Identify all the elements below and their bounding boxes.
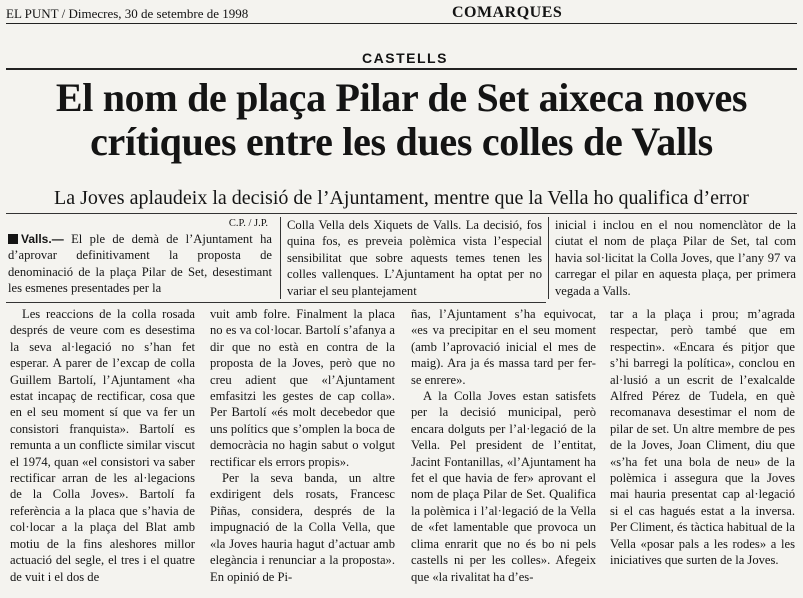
subheadline: La Joves aplaudeix la decisió de l’Ajuntament, mentre que la Vella ho qualifica d’error — [54, 187, 749, 209]
subhead-rule — [6, 213, 797, 214]
masthead-date: EL PUNT / Dimecres, 30 de setembre de 1998 — [6, 6, 249, 21]
paragraph: A la Colla Joves estan satisfets per la decisió municipal, però encara dolguts per l’al·legació de la Vella. Pel president de l’entitat, Jacint Fontanillas, «l’Ajuntament ha fet el que havia de fer» aprovant el nom de plaça Pilar de Set. Qualifica la polèmica i l’al·legació de la Vella de «fet lamentable que provoca un clima enrarit que no és bo ni pels castells ni per les colles». Afegeix que «la rivalitat ha d’es- — [411, 389, 596, 584]
paragraph: tar a la plaça i prou; m’agrada respectar, però també que em respectin». «Encara és pitjor que s’hi barregi la política», conclou en al·lusió a un escrit de l’exalcalde Alfred Pérez de Tudela, en què recomanava desestimar el nom de pilar de set. Un altre membre de pes de la Joves, Joan Climent, diu que «s’ha fet una bola de neu» de la polèmica i assegura que la Joves mai hauria presentat cap al·legació si el cas hagués estat a la inversa. Per Climent, és tàctica habitual de la Vella «posar pals a les rodes» a les iniciatives que surten de la Joves. — [610, 307, 795, 568]
paragraph: Les reaccions de la colla rosada després de veure com es desestima la seva al·legació no s’han fet esperar. A parer de l’excap de colla Guillem Bartolí, l’Ajuntament «ha estat incapaç de rectificar, cosa que en el seu moment sí que va fer un consistori franquista». Bartolí es remunta a un conflicte similar viscut el 1974, quan «el consistori va saber rectificar arran de les al·legacions de la Colla Joves». Bartolí fa referència a la placa que s’havia de col·locar a la plaça del Blat amb motiu de la fins aleshores millor actuació del segle, el tres i el quatre de vuit i el dos de — [10, 307, 195, 584]
paragraph: Per la seva banda, un altre exdirigent dels rosats, Francesc Piñas, considera, després de la impugnació de la Colla Vella, que «la Joves hauria hagut d’actuar amb elegància i renunciar a la proposta». En opinió de Pi- — [210, 471, 395, 584]
lead-box-col-2 — [280, 217, 542, 299]
lead-text-2: Colla Vella dels Xiquets de Valls. La decisió, fos quina fos, es preveia polèmica vista l’especial sensibilitat que sobre aquests temes tenen les colles vallenques. L’Ajuntament ha optat per no variar el seu plantejament — [287, 218, 542, 298]
section-title: COMARQUES — [452, 4, 563, 21]
article-column-1 — [10, 306, 195, 596]
byline: C.P. / J.P. — [228, 218, 268, 229]
lead-text-1: El ple de demà de l’Ajuntament ha d’aprovar definitivament la proposta de denominació de la plaça Pilar de Set, desestimant les esmenes presentades per la — [8, 232, 272, 296]
headline-line-1: El nom de plaça Pilar de Set aixeca noves — [55, 75, 748, 120]
paragraph: vuit amb folre. Finalment la placa no es va col·locar. Bartolí s’afanya a dir que no està en contra de la proposta de la Joves, però que no creu adient que «l’Ajuntament emfasitzi les gestes de cap colla». Per Bartolí «és molt decebedor que uns polítics que s’omplen la boca de democràcia no hagin sabut o volgut rectificar els errors propis». — [210, 307, 395, 469]
article-column-2 — [210, 306, 395, 596]
square-bullet-icon — [8, 234, 18, 244]
lead-place: Valls.— — [21, 232, 64, 246]
section-tag: CASTELLS — [362, 50, 448, 66]
headline — [0, 76, 803, 164]
lead-box-col-3 — [548, 217, 796, 299]
lead-box-col-1 — [8, 217, 272, 299]
lead-text-3: inicial i inclou en el nou nomenclàtor de la ciutat el nom de plaça Pilar de Set, tal com havia sol·licitat la Colla Joves, que l’any 97 va carregar el pilar en aquesta plaça, per primera vegada a Valls. — [555, 218, 796, 298]
masthead — [6, 4, 797, 24]
headline-line-2: crítiques entre les dues colles de Valls — [90, 119, 713, 164]
top-rule — [6, 68, 797, 70]
paragraph: ñas, l’Ajuntament s’ha equivocat, «es va precipitar en el seu moment (amb l’aprovació inicial el mes de maig). Ara ja és massa tard per fer-se enrere». — [411, 307, 596, 387]
article-column-3 — [411, 306, 596, 596]
lead-box-rule — [6, 302, 546, 303]
article-column-4 — [610, 306, 795, 596]
